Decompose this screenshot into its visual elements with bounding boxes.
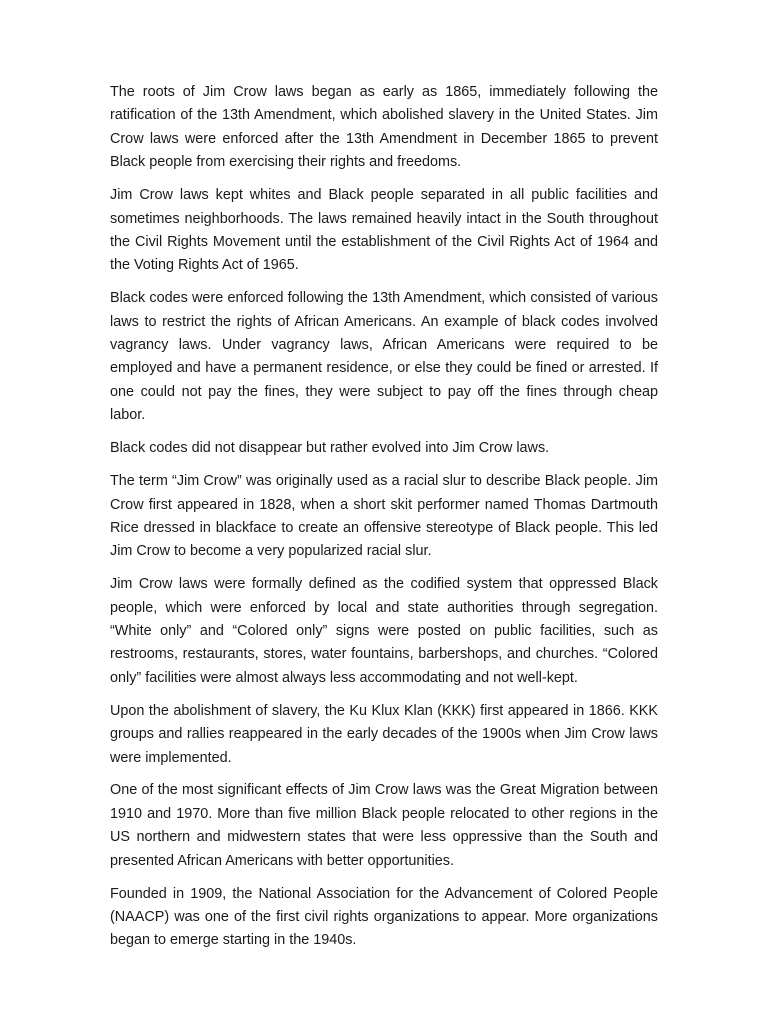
paragraph-roots-of-jim-crow: The roots of Jim Crow laws began as early as 1865, immediately following the ratification of the 13th Amendment, which abolished slavery in the United States. Jim Crow laws were enforced after the 13th Amendment in December 1865 to prevent Black people from exercising their rights and freedoms. xyxy=(110,84,658,171)
paragraph-black-codes: Black codes were enforced following the 13th Amendment, which consisted of various laws to restrict the rights of African Americans. An example of black codes involved vagrancy laws. Under vagrancy laws, African Americans were required to be employed and have a permanent residence, or else they could be fined or arrested. If one could not pay the fines, they were subject to pay off the fines through cheap labor. xyxy=(110,290,658,424)
document-page xyxy=(110,81,658,962)
paragraph-term-jim-crow: The term “Jim Crow” was originally used as a racial slur to describe Black people. Jim Crow first appeared in 1828, when a short skit performer named Thomas Dartmouth Rice dressed in blackface to create an offensive stereotype of Black people. This led Jim Crow to become a very popularized racial slur. xyxy=(110,473,658,560)
paragraph-black-codes-evolved: Black codes did not disappear but rather evolved into Jim Crow laws. xyxy=(110,440,550,457)
paragraph-segregation: Jim Crow laws kept whites and Black people separated in all public facilities and sometimes neighborhoods. The laws remained heavily intact in the South throughout the Civil Rights Movement until the establishment of the Civil Rights Act of 1964 and the Voting Rights Act of 1965. xyxy=(110,187,658,274)
paragraph-great-migration: One of the most significant effects of Jim Crow laws was the Great Migration between 1910 and 1970. More than five million Black people relocated to other regions in the US northern and midwestern states that were less oppressive than the South and presented African Americans with better opportunities. xyxy=(110,782,658,869)
paragraph-naacp: Founded in 1909, the National Association for the Advancement of Colored People (NAACP) was one of the first civil rights organizations to appear. More organizations began to emerge starting in the 1940s. xyxy=(110,885,658,949)
paragraph-kkk: Upon the abolishment of slavery, the Ku Klux Klan (KKK) first appeared in 1866. KKK groups and rallies reappeared in the early decades of the 1900s when Jim Crow laws were implemented. xyxy=(110,702,658,766)
paragraph-codified-system: Jim Crow laws were formally defined as the codified system that oppressed Black people, which were enforced by local and state authorities through segregation. “White only” and “Colored only” signs were posted on public facilities, such as restrooms, restaurants, stores, water fountains, barbershops, and churches. “Colored only” facilities were almost always less accommodating and not well-kept. xyxy=(110,576,658,686)
